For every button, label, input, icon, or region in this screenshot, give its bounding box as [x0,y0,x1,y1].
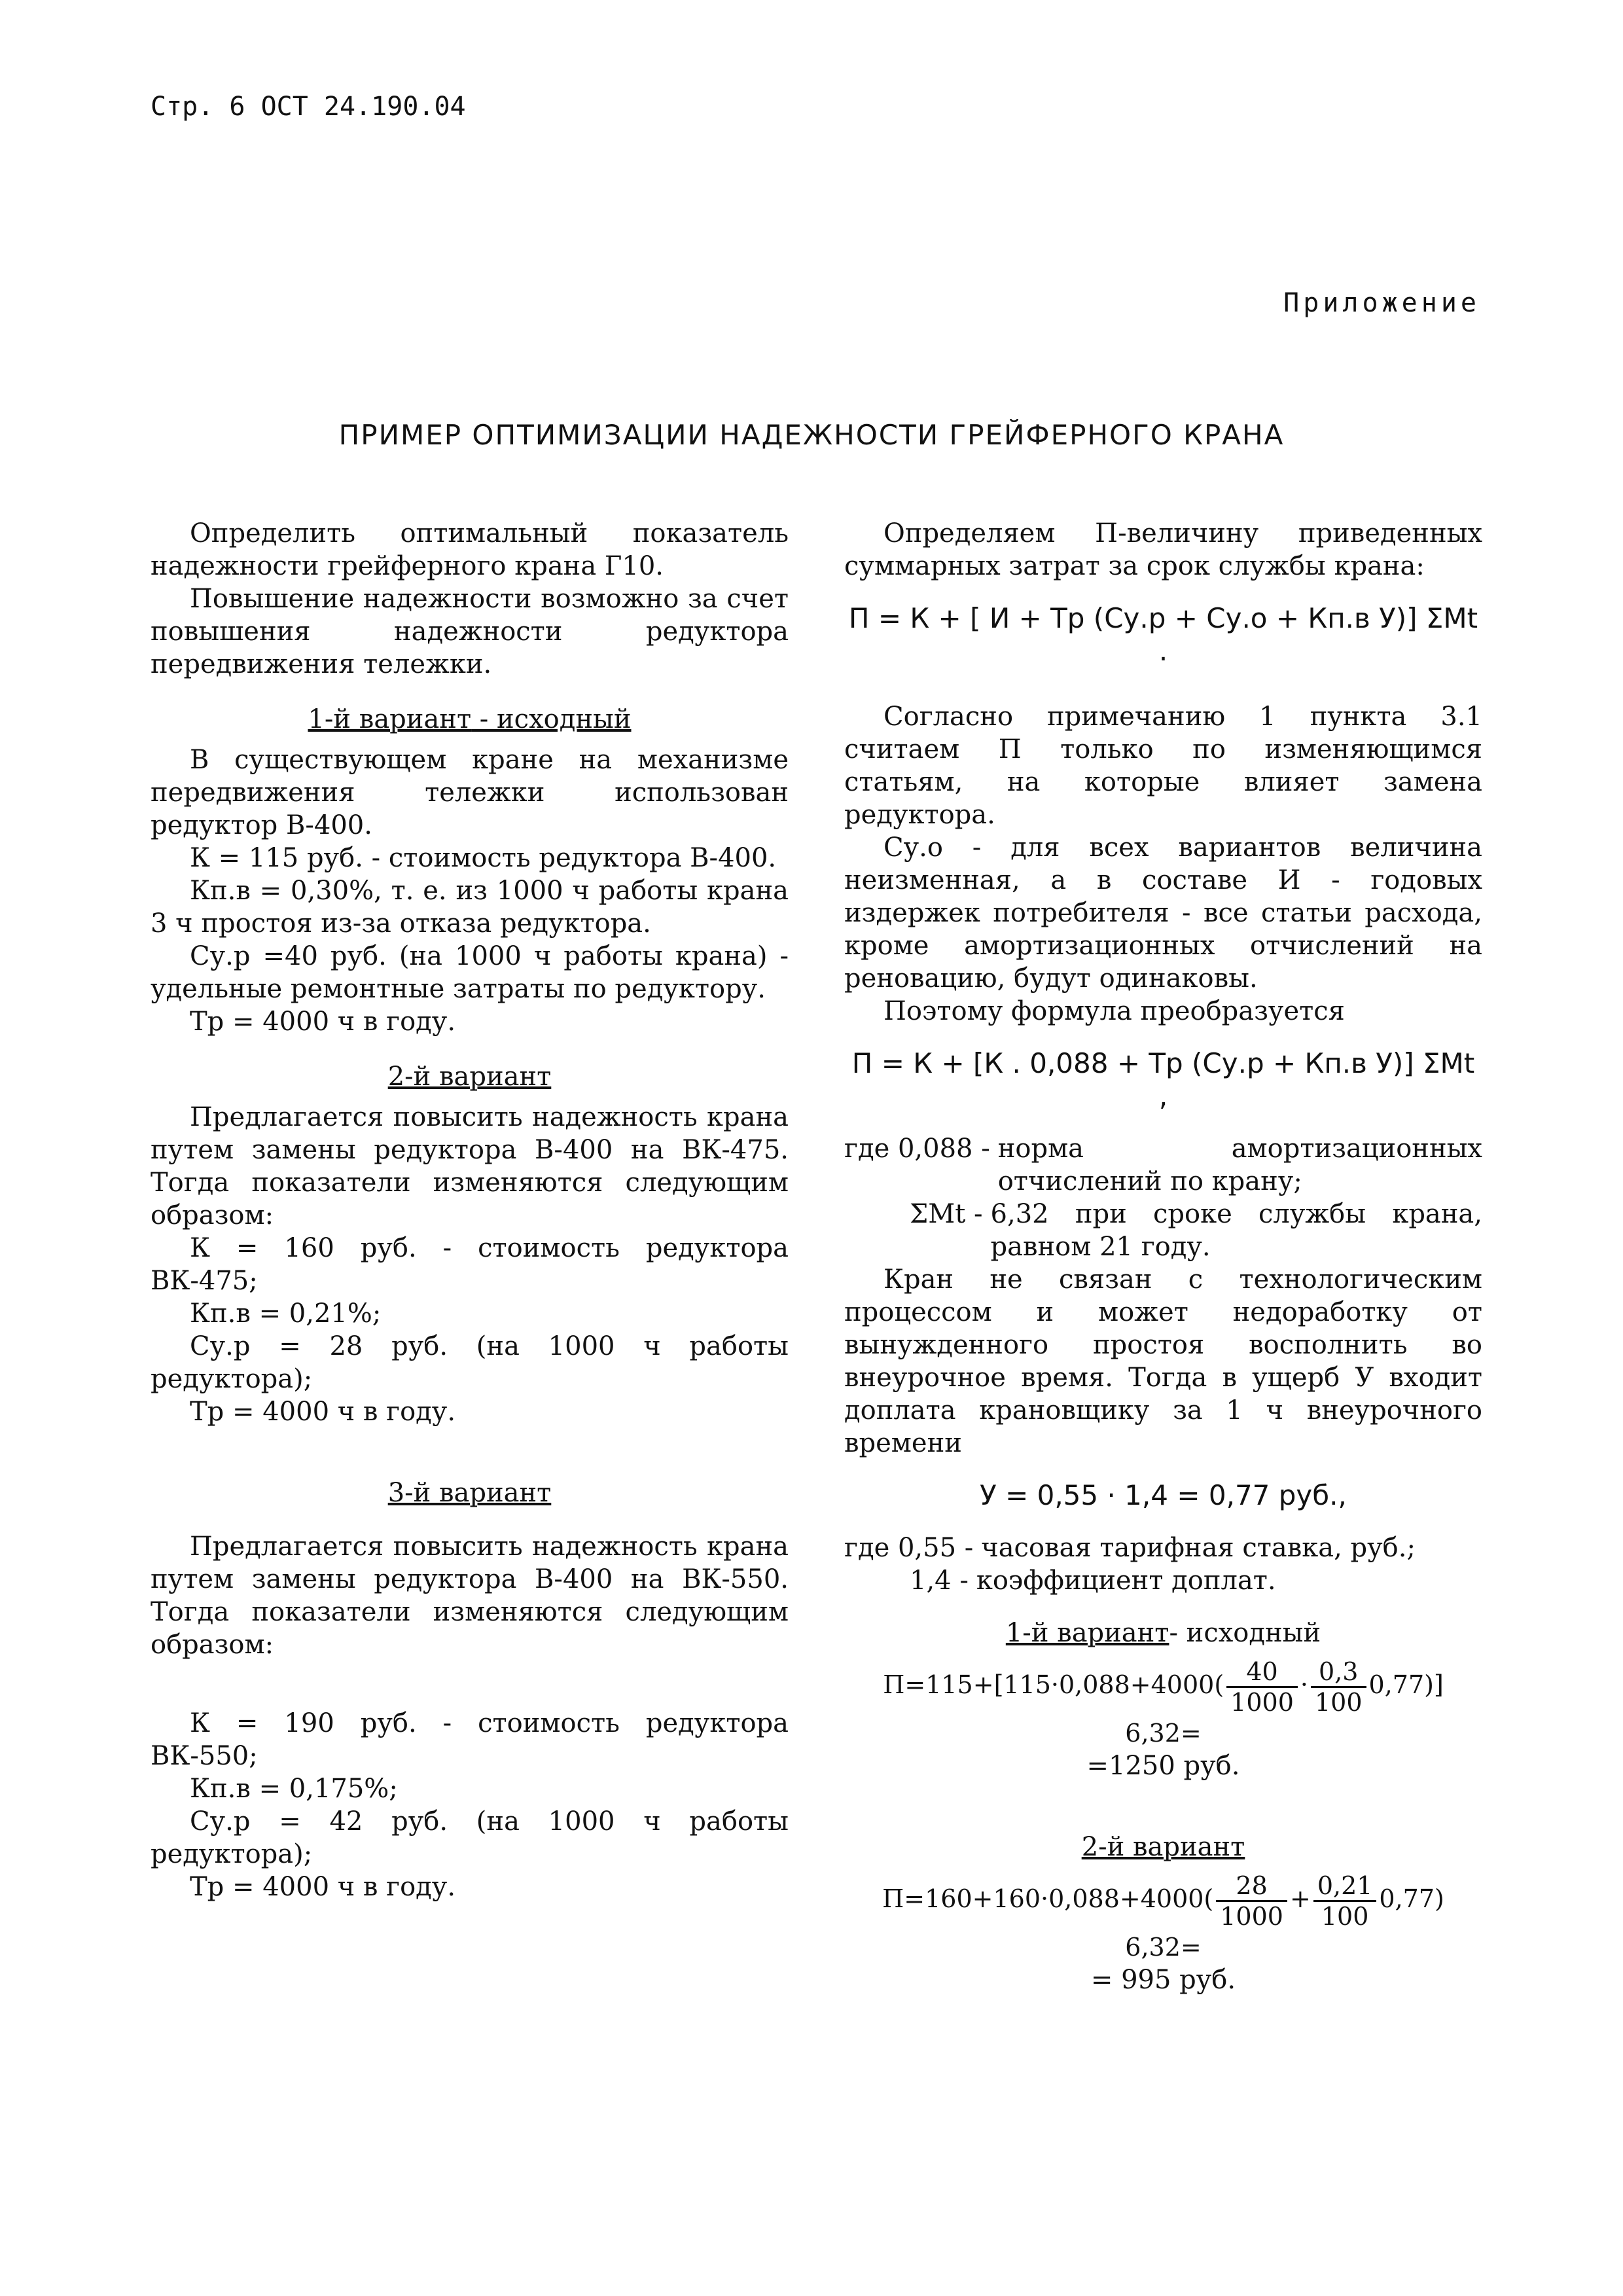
calc-1-heading-label: 1-й вариант [1005,1618,1169,1648]
variant-1-heading-label: 1-й вариант [308,704,472,734]
numerator: 0,3 [1311,1657,1366,1688]
calc-2-operator: + [1289,1884,1311,1913]
calc-2-result: = 995 руб. [1090,1965,1236,1995]
definition-value: 6,32 при сроке службы крана, равном 21 году. [990,1199,1482,1262]
variant-3-downtime: Кп.в = 0,175%; [190,1774,398,1804]
right-intro: Определяем П-величину приведенных суммарных затрат за срок службы крана: [844,518,1482,581]
calc-1-operator: · [1300,1670,1308,1699]
numerator: 28 [1216,1871,1287,1902]
calc-1-heading [844,1617,1482,1649]
document-title: ПРИМЕР ОПТИМИЗАЦИИ НАДЕЖНОСТИ ГРЕЙФЕРНОГО КРАНА [338,419,1285,451]
variant-2-repair: Су.р = 28 руб. (на 1000 ч работы редуктора); [151,1331,789,1394]
constant-costs-paragraph: Су.о - для всех вариантов величина неизменная, а в составе И - годовых издержек потребителя - все статьи расхода, кроме амортизационных отчислений на реновацию, будут одинаковы. [844,833,1482,994]
formula-transformed: П = К + [К . 0,088 + Тр (Су.р + Кп.в У)] ΣМt , [851,1047,1475,1112]
definition-key: ΣМt - [910,1199,983,1229]
variant-1-text: В существующем кране на механизме передвижения тележки использован редуктор В-400. [151,745,789,840]
right-column [844,517,1482,1996]
definition-key: где 0,55 - [844,1533,974,1563]
calc-2-post: 0,77) 6,32= [1125,1884,1444,1962]
calc-2-pre: П=160+160·0,088+4000( [882,1884,1214,1913]
calc-1-fraction-2 [1311,1657,1366,1717]
definition-value: коэффициент доплат. [976,1566,1276,1596]
calc-1-fraction-1 [1226,1657,1298,1717]
variant-2-downtime: Кп.в = 0,21%; [190,1299,382,1329]
variant-1-cost: К = 115 руб. - стоимость редуктора В-400. [190,843,777,873]
calc-2-formula [844,1871,1482,1964]
appendix-label: Приложение [1283,288,1480,318]
calc-1-heading-rest: - исходный [1169,1618,1321,1648]
variant-3-hours: Тр = 4000 ч в году. [190,1872,456,1902]
definition-row [844,1198,1482,1263]
variant-3-repair: Су.р = 42 руб. (на 1000 ч работы редуктора); [151,1806,789,1869]
left-column [151,517,789,1903]
variant-1-heading-rest: - исходный [471,704,632,734]
definition-row [844,1132,1482,1198]
numerator: 40 [1226,1657,1298,1688]
calc-1-result: =1250 руб. [1086,1751,1240,1781]
intro-paragraph-1: Определить оптимальный показатель надежности грейферного крана Г10. [151,518,789,581]
definition-key: где 0,088 - [844,1134,990,1164]
denominator: 1000 [1220,1902,1283,1931]
definition-value: норма амортизационных отчислений по крану; [997,1134,1482,1196]
definition-row [844,1564,1482,1597]
definition-key: 1,4 - [910,1566,969,1596]
variant-1-downtime: Кп.в = 0,30%, т. е. из 1000 ч работы крана 3 ч простоя из-за отказа редуктора. [151,876,789,939]
note-paragraph: Согласно примечанию 1 пункта 3.1 считаем П только по изменяющимся статьям, на которые влияет замена редуктора. [844,702,1482,830]
numerator: 0,21 [1313,1871,1377,1902]
variant-3-text: Предлагается повысить надежность крана путем замены редуктора В-400 на ВК-550. Тогда показатели изменяются следующим образом: [151,1532,789,1660]
crane-paragraph: Кран не связан с технологическим процессом и может недоработку от вынужденного простоя восполнить во внеурочное время. Тогда в ущерб У входит доплата крановщику за 1 ч внеурочного времени [844,1265,1482,1458]
variant-2-heading: 2-й вариант [387,1062,552,1092]
calc-2-fraction-1 [1216,1871,1287,1931]
transform-paragraph: Поэтому формула преобразуется [883,996,1345,1026]
variant-2-text: Предлагается повысить надежность крана путем замены редуктора В-400 на ВК-475. Тогда показатели изменяются следующим образом: [151,1102,789,1230]
calc-1-post: 0,77)] 6,32= [1125,1670,1444,1748]
definition-value: часовая тарифная ставка, руб.; [981,1533,1416,1563]
calc-2-fraction-2 [1313,1871,1377,1931]
variant-3-heading: 3-й вариант [387,1478,552,1508]
page-header: Стр. 6 ОСТ 24.190.04 [151,92,466,122]
formula-total-cost: П = К + [ И + Тр (Су.р + Су.о + Кп.в У)] ΣМt . [848,602,1478,667]
denominator: 100 [1321,1902,1369,1931]
intro-paragraph-2: Повышение надежности возможно за счет повышения надежности редуктора передвижения тележки. [151,584,789,679]
calc-1-formula [844,1657,1482,1749]
denominator: 1000 [1230,1688,1294,1717]
variant-2-hours: Тр = 4000 ч в году. [190,1397,456,1427]
denominator: 100 [1314,1688,1363,1717]
calc-1-pre: П=115+[115·0,088+4000( [883,1670,1224,1699]
formula-damage: У = 0,55 · 1,4 = 0,77 руб., [980,1479,1347,1511]
variant-2-cost: К = 160 руб. - стоимость редуктора ВК-475; [151,1233,789,1296]
variant-3-cost: К = 190 руб. - стоимость редуктора ВК-550; [151,1708,789,1771]
variant-1-heading [151,703,789,736]
variant-1-hours: Тр = 4000 ч в году. [190,1007,456,1037]
calc-2-heading: 2-й вариант [1081,1832,1245,1862]
variant-1-repair: Су.р =40 руб. (на 1000 ч работы крана) - удельные ремонтные затраты по редуктору. [151,941,789,1004]
definition-row [844,1532,1482,1564]
